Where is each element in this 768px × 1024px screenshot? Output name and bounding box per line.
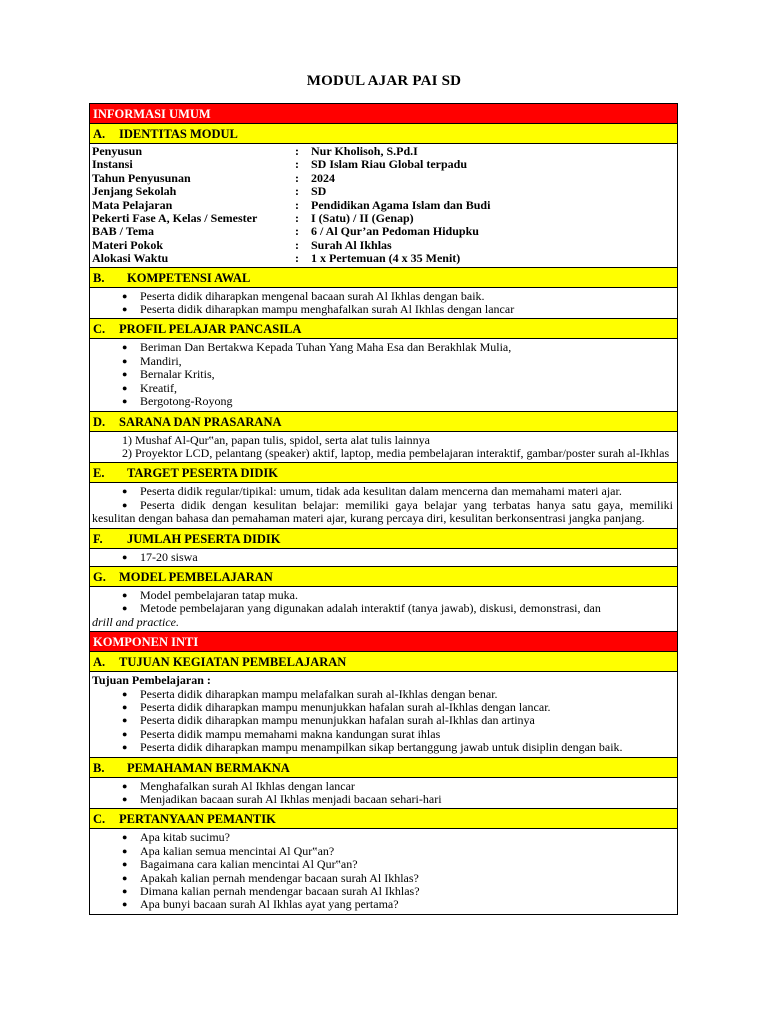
list-item: ● Dimana kalian pernah mendengar bacaan surah Al Ikhlas? xyxy=(92,885,673,898)
list-item: ● Peserta didik diharapkan mampu menampilkan sikap bertanggung jawab untuk disiplin dengan baik. xyxy=(92,741,673,754)
list-item: ● Menghafalkan surah Al Ikhlas dengan lancar xyxy=(92,780,673,793)
target-block xyxy=(90,483,677,528)
pertanyaan-block xyxy=(90,829,677,913)
identitas-key: Penyusun xyxy=(92,144,143,158)
bullet-icon: ● xyxy=(122,499,128,510)
section-letter: D. xyxy=(93,414,106,429)
identitas-row xyxy=(92,158,673,171)
section-letter: F. xyxy=(93,531,103,546)
section-letter: B. xyxy=(93,760,105,775)
identitas-value: 2024 xyxy=(311,170,335,185)
identitas-value: SD Islam Riau Global terpadu xyxy=(311,157,468,172)
identitas-key: Pekerti Fase A, Kelas / Semester xyxy=(92,211,258,226)
identitas-row xyxy=(92,172,673,185)
identitas-key: Mata Pelajaran xyxy=(92,197,173,212)
section-letter: A. xyxy=(93,655,106,670)
section-label: TUJUAN KEGIATAN PEMBELAJARAN xyxy=(119,655,347,670)
identitas-key: BAB / Tema xyxy=(92,224,155,239)
section-letter: C. xyxy=(93,322,106,337)
identitas-sep: : xyxy=(295,170,299,185)
identitas-sep: : xyxy=(295,197,299,212)
list-item: ● Apa kitab sucimu? xyxy=(92,831,673,844)
identitas-row xyxy=(92,212,673,225)
section-pemahaman-bermakna xyxy=(90,758,677,778)
page-title: MODUL AJAR PAI SD xyxy=(306,73,462,89)
list-item: ● Apa kalian semua mencintai Al Qur‟an? xyxy=(92,845,673,858)
sarana-block xyxy=(90,432,677,464)
section-letter: B. xyxy=(93,270,105,285)
identitas-row xyxy=(92,199,673,212)
tujuan-block xyxy=(90,672,677,757)
section-komponen-inti: KOMPONEN INTI xyxy=(90,632,677,652)
list-item: ● Peserta didik diharapkan mampu menghafalkan surah Al Ikhlas dengan lancar xyxy=(92,303,673,316)
section-label: MODEL PEMBELAJARAN xyxy=(119,569,273,584)
numbered-item: 2) Proyektor LCD, pelantang (speaker) aktif, laptop, media pembelajaran interaktif, gambar/poster surah al-Ikhlas xyxy=(122,445,670,460)
section-model-pembelajaran xyxy=(90,567,677,587)
list-item-text: Peserta didik dengan kesulitan belajar: memiliki gaya belajar yang terbatas hanya satu gaya, memiliki kesulitan dengan bahasa dan pemahaman materi ajar, kurang percaya diri, kesulitan berkonsentrasi jangka panjang. xyxy=(92,497,673,526)
section-sarana-prasarana xyxy=(90,412,677,432)
list-item: ● Apa bunyi bacaan surah Al Ikhlas ayat yang pertama? xyxy=(92,898,673,911)
section-kompetensi-awal xyxy=(90,268,677,288)
section-letter: E. xyxy=(93,466,105,481)
section-label: SARANA DAN PRASARANA xyxy=(119,414,282,429)
section-label: JUMLAH PESERTA DIDIK xyxy=(127,531,281,546)
section-label: PEMAHAMAN BERMAKNA xyxy=(127,760,290,775)
identitas-value: 6 / Al Qur’an Pedoman Hidupku xyxy=(311,224,479,239)
identitas-sep: : xyxy=(295,251,299,266)
identitas-value: Pendidikan Agama Islam dan Budi xyxy=(311,197,491,212)
identitas-sep: : xyxy=(295,144,299,158)
list-item: ● Peserta didik diharapkan mampu menunjukkan hafalan surah al-Ikhlas dan artinya xyxy=(92,714,673,727)
list-item: ● Bergotong-Royong xyxy=(92,395,673,408)
list-item xyxy=(92,499,673,526)
identitas-row xyxy=(92,145,673,158)
list-item: ● Peserta didik mampu memahami makna kandungan surat ihlas xyxy=(92,728,673,741)
identitas-key: Jenjang Sekolah xyxy=(92,184,177,199)
list-item: ● Kreatif, xyxy=(92,382,673,395)
section-label: TARGET PESERTA DIDIK xyxy=(127,466,278,481)
list-item: ● Model pembelajaran tatap muka. xyxy=(92,589,673,602)
section-label: KOMPETENSI AWAL xyxy=(127,270,251,285)
list-item: ● Peserta didik diharapkan mampu menunjukkan hafalan surah al-Ikhlas dengan lancar. xyxy=(92,701,673,714)
identitas-value: Nur Kholisoh, S.Pd.I xyxy=(311,144,418,158)
pemahaman-block xyxy=(90,778,677,810)
section-label: PROFIL PELAJAR PANCASILA xyxy=(119,322,302,337)
identitas-sep: : xyxy=(295,224,299,239)
identitas-value: 1 x Pertemuan (4 x 35 Menit) xyxy=(311,251,461,266)
section-identitas-modul xyxy=(90,124,677,144)
section-label: PERTANYAAN PEMANTIK xyxy=(119,812,276,827)
list-item: ● Peserta didik diharapkan mengenal bacaan surah Al Ikhlas dengan baik. xyxy=(92,290,673,303)
section-letter: A. xyxy=(93,127,106,141)
list-item: ● Peserta didik diharapkan mampu melafalkan surah al-Ikhlas dengan benar. xyxy=(92,688,673,701)
identitas-key: Instansi xyxy=(92,157,133,172)
list-item: ● Bernalar Kritis, xyxy=(92,368,673,381)
identitas-row xyxy=(92,239,673,252)
list-item: ● Menjadikan bacaan surah Al Ikhlas menjadi bacaan sehari-hari xyxy=(92,793,673,806)
section-pertanyaan-pemantik xyxy=(90,809,677,829)
section-target-peserta xyxy=(90,463,677,483)
list-item: ● 17-20 siswa xyxy=(92,551,673,564)
section-tujuan-kegiatan xyxy=(90,652,677,672)
section-profil-pelajar xyxy=(90,319,677,339)
section-letter: C. xyxy=(93,812,106,827)
list-item: ● Mandiri, xyxy=(92,355,673,368)
kompetensi-block xyxy=(90,288,677,320)
sub-heading: Tujuan Pembelajaran : xyxy=(92,673,211,688)
identitas-row xyxy=(92,252,673,265)
identitas-sep: : xyxy=(295,211,299,226)
identitas-sep: : xyxy=(295,157,299,172)
list-item: ● Peserta didik regular/tipikal: umum, tidak ada kesulitan dalam mencerna dan memahami materi ajar. xyxy=(92,485,673,498)
module-table xyxy=(89,103,678,915)
list-item: ● Bagaimana cara kalian mencintai Al Qur‟an? xyxy=(92,858,673,871)
profil-block xyxy=(90,339,677,411)
section-label: IDENTITAS MODUL xyxy=(119,127,238,141)
section-jumlah-peserta xyxy=(90,529,677,549)
identitas-sep: : xyxy=(295,184,299,199)
identitas-sep: : xyxy=(295,237,299,252)
numbered-item: 1) Mushaf Al-Qur‟an, papan tulis, spidol, serta alat tulis lainnya xyxy=(122,432,430,447)
list-item: ● Apakah kalian pernah mendengar bacaan surah Al Ikhlas? xyxy=(92,872,673,885)
section-informasi-umum: INFORMASI UMUM xyxy=(90,104,677,124)
identitas-row xyxy=(92,225,673,238)
list-item: ● Metode pembelajaran yang digunakan adalah interaktif (tanya jawab), diskusi, demonstrasi, dan xyxy=(92,602,673,615)
list-item-continuation: drill and practice. xyxy=(92,614,179,629)
list-item: ● Beriman Dan Bertakwa Kepada Tuhan Yang Maha Esa dan Berakhlak Mulia, xyxy=(92,341,673,354)
section-letter: G. xyxy=(93,569,106,584)
identitas-row xyxy=(92,185,673,198)
identitas-block xyxy=(90,144,677,268)
identitas-key: Alokasi Waktu xyxy=(92,251,169,266)
model-block xyxy=(90,587,677,632)
identitas-value: SD xyxy=(311,184,327,199)
identitas-key: Materi Pokok xyxy=(92,237,163,252)
identitas-value: Surah Al Ikhlas xyxy=(311,237,392,252)
identitas-key: Tahun Penyusunan xyxy=(92,170,191,185)
jumlah-block xyxy=(90,549,677,567)
identitas-value: I (Satu) / II (Genap) xyxy=(311,211,414,226)
